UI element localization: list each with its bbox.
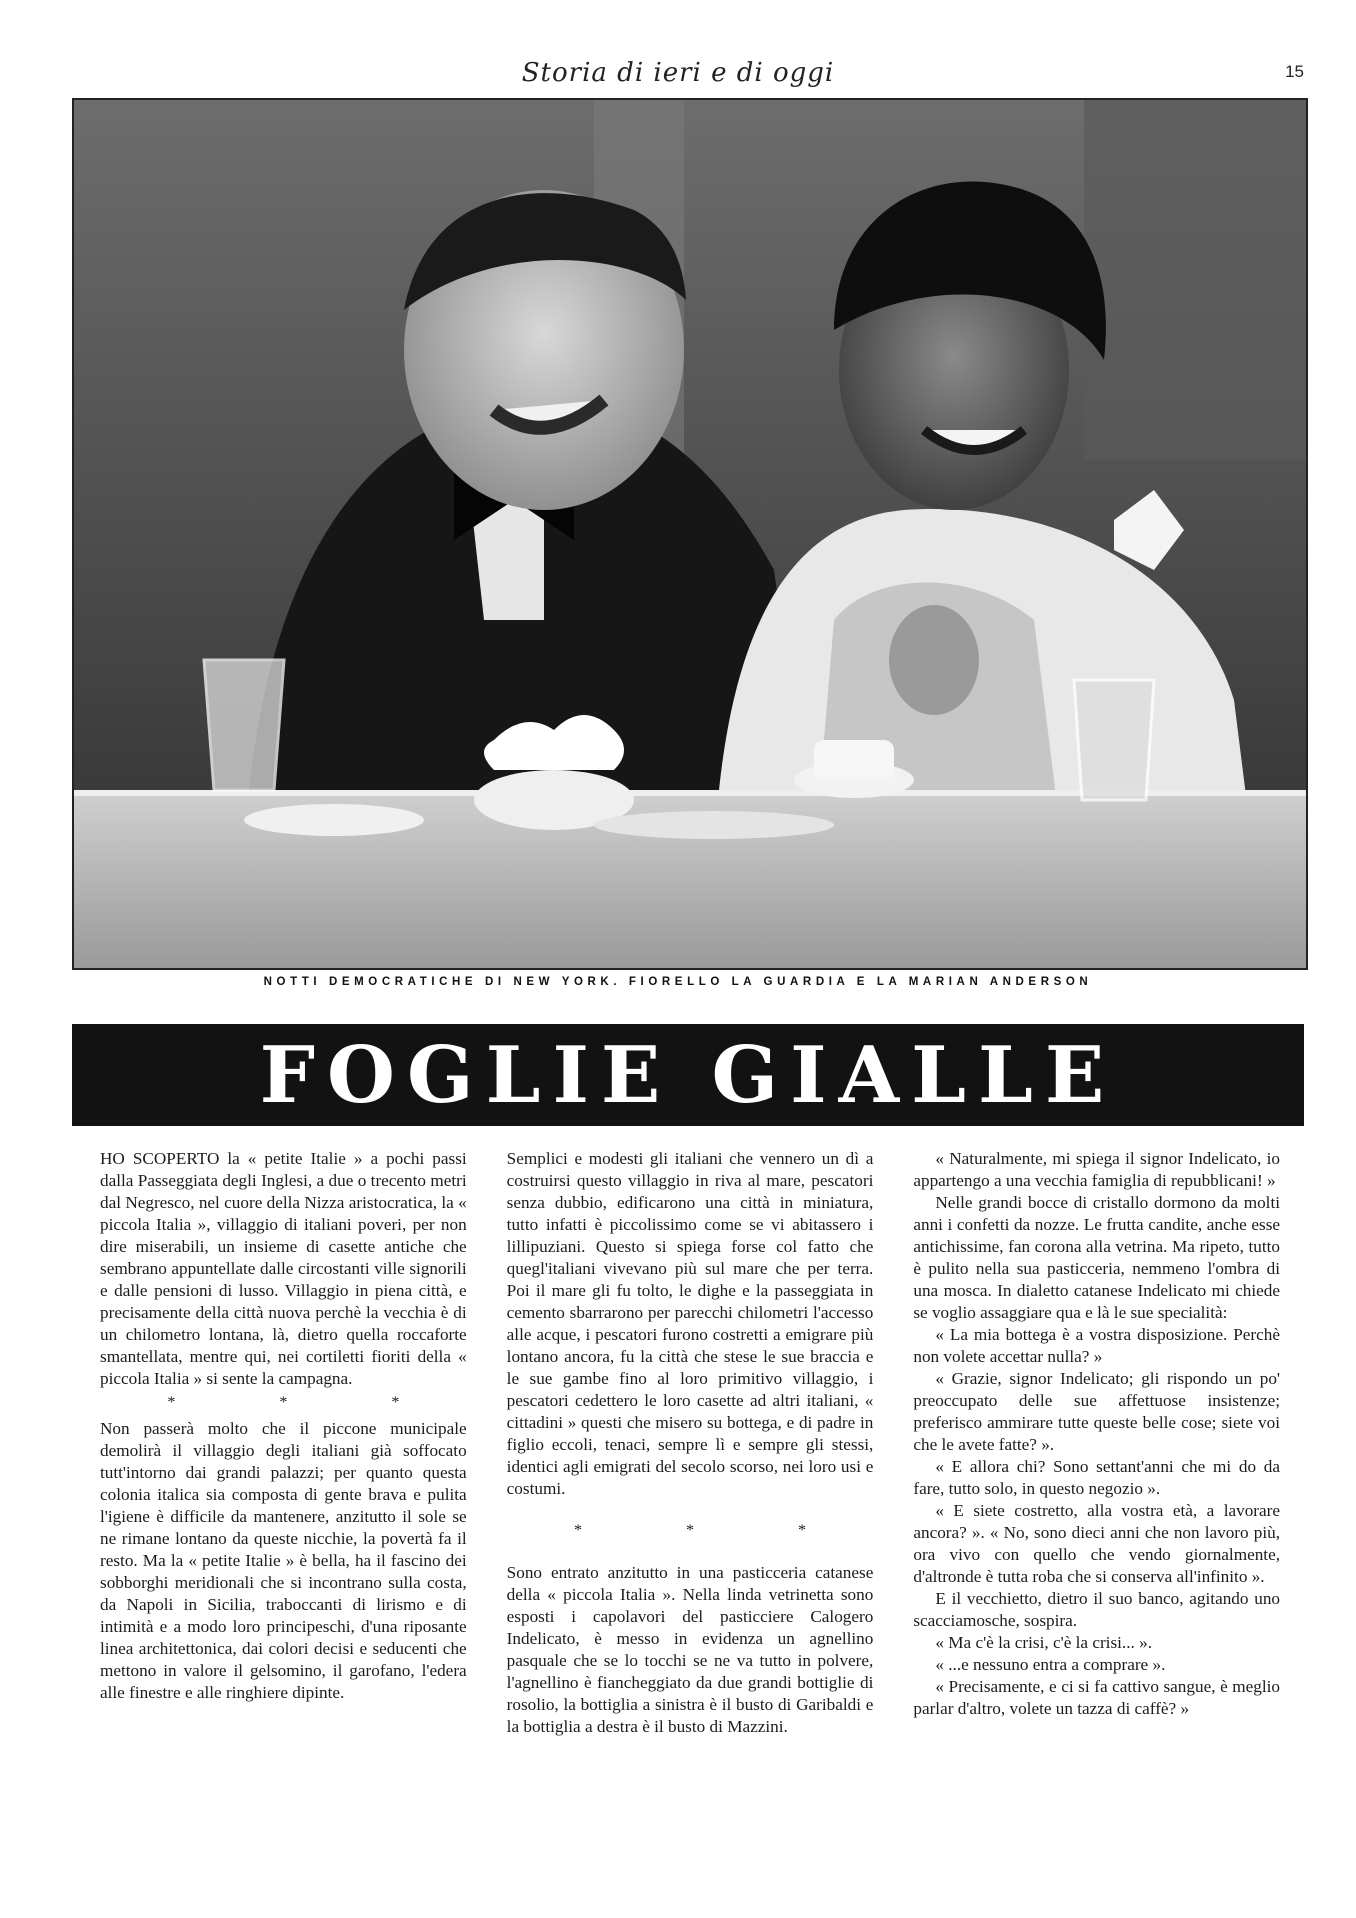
paragraph: Non passerà molto che il piccone municipale demolirà il villaggio degli italiani già soffocato tutt'intorno dai grandi palazzi; per quanto questa colonia italica sia composta di gente brava e pulita l'igiene è difficile da mantenere, anzitutto il sole se ne rimane lontano da queste nicchie, la povertà fa il resto. Ma la « petite Italie » è bella, ha il fascino dei sobborghi meridionali che si incontrano sulla costa, da Napoli in Sicilia, traboccanti di lirismo e di intimità e a modo loro principeschi, d'una riposante linea architettonica, dai colori decisi e seducenti che mettono in valore il gelsomino, il garofano, l'edera alle finestre e alle ringhiere dipinte. xyxy=(100,1419,467,1702)
article-column-3 xyxy=(913,1148,1280,1888)
photo-caption: NOTTI DEMOCRATICHE DI NEW YORK. FIORELLO LA GUARDIA E LA MARIAN ANDERSON xyxy=(263,976,1093,988)
paragraph: Semplici e modesti gli italiani che vennero un dì a costruirsi questo villaggio in riva al mare, pescatori senza dubbio, edificarono una città in miniatura, tutto infatti è piccolissimo come se vi abitassero i lillipuziani. Questo si spiega forse col fatto che quegl'italiani vivevano più sul mare che per terra. Poi il mare gli fu tolto, le dighe e la passeggiata in cemento sbarrarono per parecchi chilometri l'accesso alle acque, i pescatori furono costretti a emigrare più lontano ancora, fu la città che stese le sue braccia e le sue gambe fino al loro primitivo villaggio, i pescatori cedettero le loro casette ad altri italiani, « cittadini » questi che misero su bottega, e di padre in figlio eccoli, tenaci, sempre lì e sempre gli stessi, identici agli emigrati del secolo scorso, nei loro usi e costumi. xyxy=(506,1149,874,1498)
paragraph: HO SCOPERTO la « petite Italie » a pochi passi dalla Passeggiata degli Inglesi, a due o trecento metri dal Negresco, nel cuore della Nizza aristocratica, la « piccola Italia », villaggio di italiani poveri, per non dire miserabili, un insieme di casette antiche che sembrano appuntellate dalle circostanti ville signorili e dalle pensioni di lusso. Villaggio in piena città, e precisamente della città nuova perchè la vecchia è di un chilometro lontana, là, dietro quella roccaforte smantellata, mentre qui, nei cortiletti fioriti della « piccola Italia » si sente la campagna. xyxy=(100,1149,467,1388)
article-headline: FOGLIE GIALLE xyxy=(72,1024,1304,1126)
photo-illustration xyxy=(74,100,1306,968)
article-column-1 xyxy=(100,1148,467,1888)
paragraph: Nelle grandi bocce di cristallo dormono da molti anni i confetti da nozze. Le frutta candite, anche esse antichissime, fan corona alla vetrina. Ma ripeto, tutto è pulito nella sua pasticceria, nemmeno l'ombra di una mosca. In dialetto catanese Indelicato mi chiede se voglio assaggiare qua e là le sue specialità: xyxy=(913,1193,1281,1322)
paragraph: « Grazie, signor Indelicato; gli rispondo un po' preoccupato delle sue affettuose insistenze; preferisco ammirare tutte queste belle cose; siete voi che le avete fatte? ». xyxy=(913,1369,1281,1454)
paragraph: « ...e nessuno entra a comprare ». xyxy=(935,1655,1166,1674)
page-number: 15 xyxy=(1285,62,1304,81)
paragraph: E il vecchietto, dietro il suo banco, agitando uno scacciamosche, sospira. xyxy=(913,1589,1281,1630)
section-separator: * * * xyxy=(574,1522,856,1539)
paragraph: « E allora chi? Sono settant'anni che mi do da fare, tutto solo, in questo negozio ». xyxy=(913,1457,1281,1498)
photograph xyxy=(72,98,1308,970)
paragraph: « Naturalmente, mi spiega il signor Indelicato, io appartengo a una vecchia famiglia di repubblicani! » xyxy=(913,1149,1281,1190)
paragraph: « Ma c'è la crisi, c'è la crisi... ». xyxy=(935,1633,1153,1652)
section-separator: * * * xyxy=(167,1394,450,1411)
paragraph: « Precisamente, e ci si fa cattivo sangue, è meglio parlar d'altro, volete un tazza di caffè? » xyxy=(913,1677,1281,1718)
paragraph: « La mia bottega è a vostra disposizione. Perchè non volete accettar nulla? » xyxy=(913,1325,1281,1366)
paragraph: Sono entrato anzitutto in una pasticceria catanese della « piccola Italia ». Nella linda vetrinetta sono esposti i capolavori del pasticciere Calogero Indelicato, è messo in evidenza un agnellino pasquale che se lo tocchi se ne va tutto in polvere, l'agnellino è fiancheggiato da due grandi bottiglie di rosolio, la bottiglia a sinistra è il busto di Garibaldi e la bottiglia a destra è il busto di Mazzini. xyxy=(506,1563,874,1736)
article-column-2 xyxy=(507,1148,874,1888)
article-body xyxy=(100,1148,1280,1888)
running-header-title: Storia di ieri e di oggi xyxy=(521,58,835,88)
paragraph: « E siete costretto, alla vostra età, a lavorare ancora? ». « No, sono dieci anni che non lavoro più, ora vivo con quello che vendo giornalmente, d'altronde è tutta roba che si conserva all'infinito ». xyxy=(913,1501,1281,1586)
